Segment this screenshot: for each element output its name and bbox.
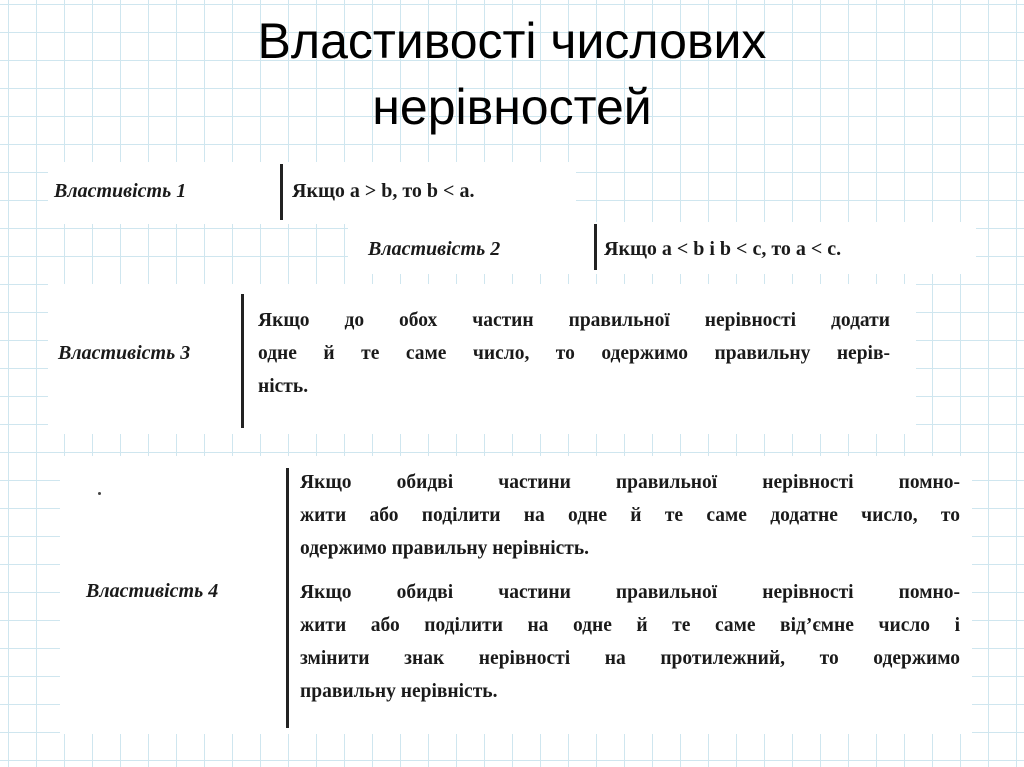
- property-4a-line-3: одержимо правильну нерівність.: [300, 538, 590, 559]
- property-4a-line-2: жити або поділити на одне й те саме додатне число, то: [300, 505, 960, 526]
- property-2-divider: [594, 224, 597, 270]
- property-3-label: Властивість 3: [58, 342, 191, 364]
- property-2-label: Властивість 2: [368, 238, 501, 260]
- scan-speck: [98, 492, 101, 495]
- property-4b-line-1: Якщо обидві частини правильної нерівності помно-: [300, 582, 960, 603]
- slide-title: [0, 8, 1024, 140]
- property-4a-line-1: Якщо обидві частини правильної нерівності помно-: [300, 472, 960, 493]
- property-1-label: Властивість 1: [54, 180, 187, 202]
- property-2-statement: Якщо a < b і b < c, то a < c.: [604, 238, 842, 260]
- property-1-statement: Якщо a > b, то b < a.: [292, 180, 475, 202]
- property-3-line-3: ність.: [258, 376, 309, 397]
- property-3-panel: [48, 284, 916, 434]
- property-2-panel: [348, 222, 976, 274]
- property-4-label: Властивість 4: [86, 580, 219, 602]
- property-1-divider: [280, 164, 283, 220]
- property-3-line-1: Якщо до обох частин правильної нерівності додати: [258, 310, 890, 331]
- slide-title-line-1: Властивості числових: [257, 13, 767, 69]
- slide-title-line-2: нерівностей: [372, 79, 652, 135]
- property-4-text-negative: [300, 576, 960, 708]
- property-4b-line-2: жити або поділити на одне й те саме від’ємне число і: [300, 615, 960, 636]
- property-4b-line-4: правильну нерівність.: [300, 681, 498, 702]
- property-3-line-2: одне й те саме число, то одержимо правильну нерів-: [258, 343, 890, 364]
- property-3-divider: [241, 294, 244, 428]
- property-4b-line-3: змінити знак нерівності на протилежний, то одержимо: [300, 648, 960, 669]
- property-4-divider: [286, 468, 289, 728]
- property-3-text: [258, 304, 890, 403]
- property-4-panel: [60, 456, 972, 734]
- property-1-panel: [48, 162, 576, 224]
- property-4-text-positive: [300, 466, 960, 565]
